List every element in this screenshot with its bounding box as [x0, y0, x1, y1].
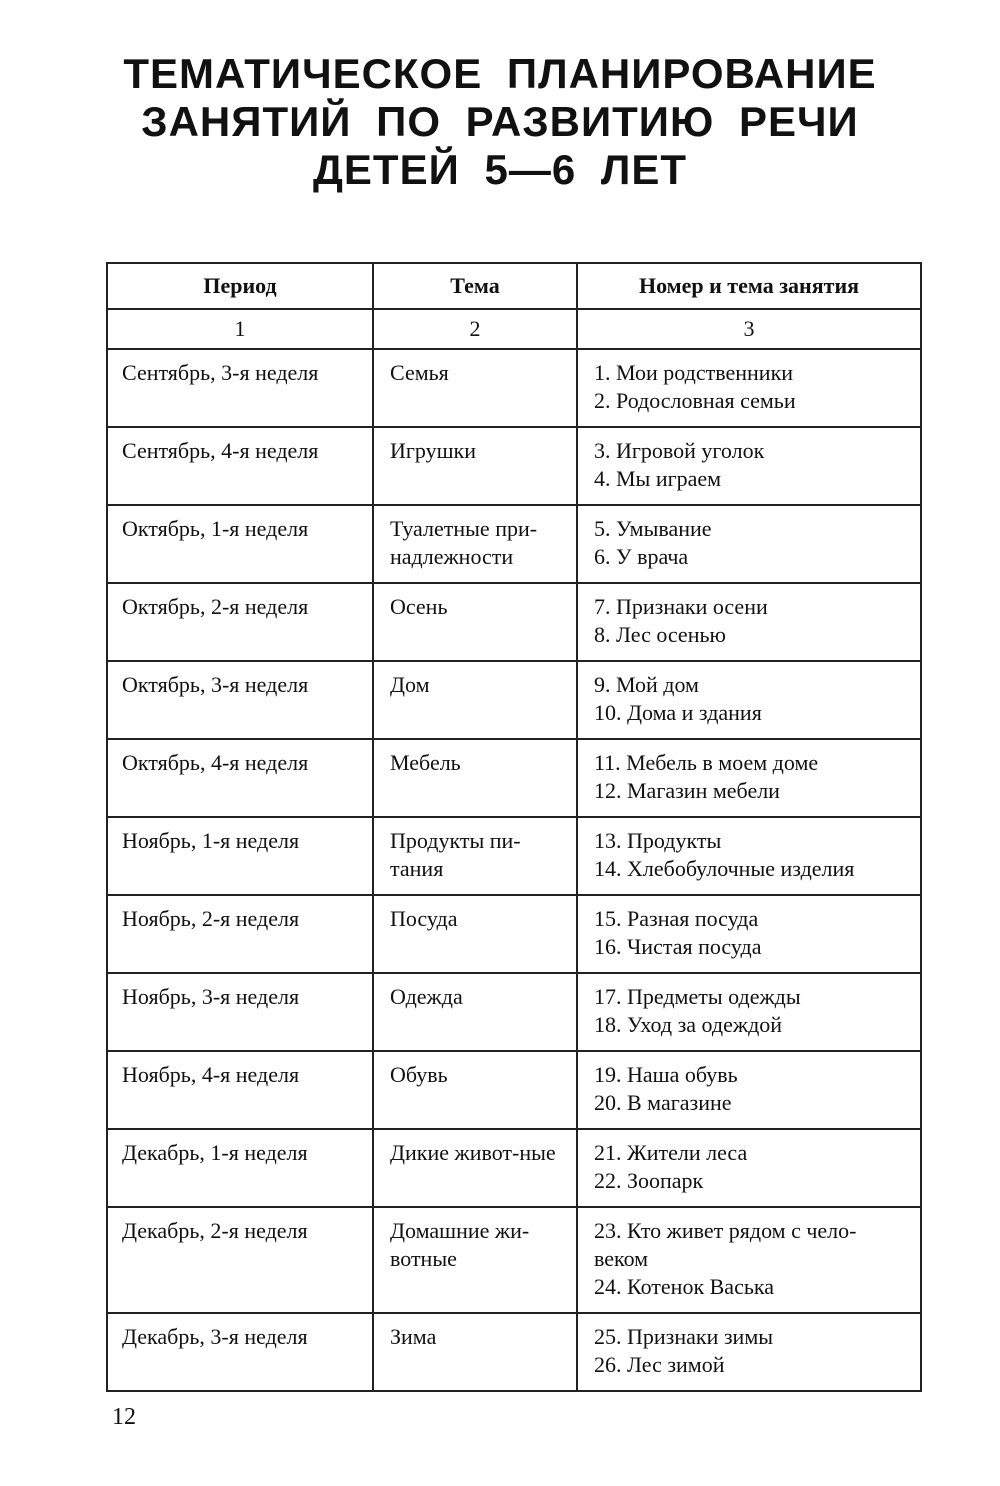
lesson-item: 5. Умывание [594, 516, 712, 541]
title-line-2: ЗАНЯТИЙ ПО РАЗВИТИЮ РЕЧИ [141, 98, 859, 145]
topic-cell: Осень [373, 583, 577, 661]
lesson-item: 4. Мы играем [594, 466, 722, 491]
topic-cell: Домашние жи-вотные [373, 1207, 577, 1313]
lessons-cell [577, 1051, 921, 1129]
period-cell: Ноябрь, 3-я неделя [107, 973, 373, 1051]
lesson-item: 10. Дома и здания [594, 700, 762, 725]
table-row [107, 1313, 921, 1391]
topic-cell: Семья [373, 349, 577, 427]
lesson-item: 19. Наша обувь [594, 1062, 738, 1087]
table-row [107, 349, 921, 427]
lesson-item: 20. В магазине [594, 1090, 732, 1115]
topic-cell: Посуда [373, 895, 577, 973]
lesson-item: 13. Продукты [594, 828, 722, 853]
table-row [107, 505, 921, 583]
topic-cell: Дикие живот-ные [373, 1129, 577, 1207]
lesson-item: 14. Хлебобулочные изделия [594, 856, 855, 881]
lessons-cell [577, 973, 921, 1051]
lessons-cell [577, 583, 921, 661]
lesson-item: 2. Родословная семьи [594, 388, 796, 413]
period-cell: Октябрь, 1-я неделя [107, 505, 373, 583]
lessons-cell [577, 505, 921, 583]
period-cell: Декабрь, 1-я неделя [107, 1129, 373, 1207]
lessons-cell [577, 427, 921, 505]
period-cell: Октябрь, 3-я неделя [107, 661, 373, 739]
table-row [107, 817, 921, 895]
table-row [107, 661, 921, 739]
period-cell: Ноябрь, 4-я неделя [107, 1051, 373, 1129]
table-row [107, 973, 921, 1051]
lessons-cell [577, 739, 921, 817]
table-row [107, 1051, 921, 1129]
title-line-1: ТЕМАТИЧЕСКОЕ ПЛАНИРОВАНИЕ [123, 50, 877, 97]
lesson-item: 7. Признаки осени [594, 594, 768, 619]
table-row [107, 1129, 921, 1207]
lesson-item: 12. Магазин мебели [594, 778, 780, 803]
page-number: 12 [112, 1404, 136, 1430]
header-topic: Тема [373, 263, 577, 309]
period-cell: Сентябрь, 4-я неделя [107, 427, 373, 505]
page-title [80, 50, 920, 194]
topic-cell: Туалетные при-надлежности [373, 505, 577, 583]
period-cell: Сентябрь, 3-я неделя [107, 349, 373, 427]
lessons-cell [577, 895, 921, 973]
lesson-item: 16. Чистая посуда [594, 934, 762, 959]
lessons-cell [577, 661, 921, 739]
table-row [107, 427, 921, 505]
lesson-item: 26. Лес зимой [594, 1352, 725, 1377]
lesson-item: 24. Котенок Васька [594, 1274, 774, 1299]
lessons-cell [577, 1129, 921, 1207]
table-row [107, 739, 921, 817]
header-lesson: Номер и тема занятия [577, 263, 921, 309]
column-number-row [107, 309, 921, 349]
planning-table [106, 262, 922, 1392]
header-period: Период [107, 263, 373, 309]
period-cell: Декабрь, 2-я неделя [107, 1207, 373, 1313]
lesson-item: 25. Признаки зимы [594, 1324, 774, 1349]
column-number-2: 2 [373, 309, 577, 349]
table-row [107, 1207, 921, 1313]
topic-cell: Обувь [373, 1051, 577, 1129]
column-number-3: 3 [577, 309, 921, 349]
lesson-item: 17. Предметы одежды [594, 984, 801, 1009]
topic-cell: Дом [373, 661, 577, 739]
period-cell: Ноябрь, 1-я неделя [107, 817, 373, 895]
period-cell: Октябрь, 2-я неделя [107, 583, 373, 661]
lesson-item: 11. Мебель в моем доме [594, 750, 819, 775]
table-row [107, 895, 921, 973]
lesson-item: 23. Кто живет рядом с чело-веком [594, 1218, 857, 1271]
lesson-item: 1. Мои родственники [594, 360, 794, 385]
lesson-item: 3. Игровой уголок [594, 438, 765, 463]
period-cell: Октябрь, 4-я неделя [107, 739, 373, 817]
header-row [107, 263, 921, 309]
lessons-cell [577, 1207, 921, 1313]
lessons-cell [577, 349, 921, 427]
lesson-item: 9. Мой дом [594, 672, 699, 697]
lesson-item: 21. Жители леса [594, 1140, 748, 1165]
lessons-cell [577, 817, 921, 895]
period-cell: Декабрь, 3-я неделя [107, 1313, 373, 1391]
topic-cell: Продукты пи-тания [373, 817, 577, 895]
topic-cell: Мебель [373, 739, 577, 817]
topic-cell: Игрушки [373, 427, 577, 505]
title-line-3: ДЕТЕЙ 5—6 ЛЕТ [313, 146, 687, 193]
lessons-cell [577, 1313, 921, 1391]
table-row [107, 583, 921, 661]
lesson-item: 22. Зоопарк [594, 1168, 704, 1193]
period-cell: Ноябрь, 2-я неделя [107, 895, 373, 973]
lesson-item: 6. У врача [594, 544, 689, 569]
topic-cell: Зима [373, 1313, 577, 1391]
table-body [107, 349, 921, 1391]
topic-cell: Одежда [373, 973, 577, 1051]
lesson-item: 18. Уход за одеждой [594, 1012, 783, 1037]
lesson-item: 8. Лес осенью [594, 622, 726, 647]
column-number-1: 1 [107, 309, 373, 349]
lesson-item: 15. Разная посуда [594, 906, 759, 931]
